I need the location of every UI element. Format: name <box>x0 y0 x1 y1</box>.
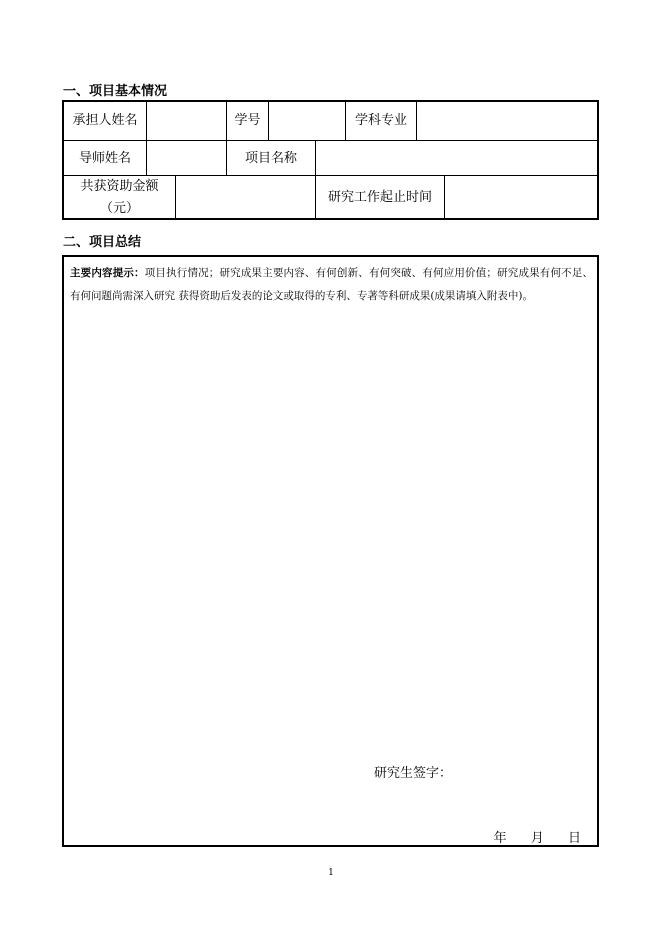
funding-amount-value-cell[interactable] <box>175 176 315 219</box>
major-label: 学科专业 <box>345 102 416 140</box>
name-label: 承担人姓名 <box>72 113 138 128</box>
funding-amount-label-line2: （元） <box>99 200 139 216</box>
year-label: 年 <box>493 831 507 846</box>
date-line <box>494 827 581 846</box>
signature-label: 研究生签字： <box>374 766 453 781</box>
page-number: 1 <box>328 868 334 878</box>
month-label: 月 <box>530 831 544 846</box>
basic-info-table <box>62 100 599 220</box>
research-period-label: 研究工作起止时间 <box>315 176 444 219</box>
advisor-value-cell[interactable] <box>146 141 226 176</box>
section-title-summary: 二、项目总结 <box>63 235 142 250</box>
table-row <box>64 175 597 219</box>
project-name-label: 项目名称 <box>226 141 315 176</box>
summary-prompt-text: 项目执行情况；研究成果主要内容、有何创新、有何突破、有何应用价值；研究成果有何不足、有何问题尚需深入研究 获得资助后发表的论文或取得的专利、专著等科研成果(成果请填入附表中)。 <box>70 267 594 302</box>
summary-prompt-heading: 主要内容提示： <box>70 267 145 279</box>
research-period-value-cell[interactable] <box>444 176 599 219</box>
day-label: 日 <box>567 831 581 846</box>
table-row <box>64 102 597 140</box>
funding-amount-label <box>64 176 175 219</box>
advisor-label: 导师姓名 <box>78 150 131 166</box>
student-id-label: 学号 <box>226 102 268 140</box>
name-value-cell[interactable] <box>146 102 226 140</box>
section-title-basic-info: 一、项目基本情况 <box>63 84 168 99</box>
summary-box[interactable] <box>62 255 599 847</box>
table-row <box>64 140 597 176</box>
project-name-value-cell[interactable] <box>315 141 599 176</box>
major-value-cell[interactable] <box>416 102 599 140</box>
summary-prompt <box>70 262 593 308</box>
funding-amount-label-line1: 共获资助金额 <box>80 178 159 194</box>
student-id-value-cell[interactable] <box>268 102 345 140</box>
